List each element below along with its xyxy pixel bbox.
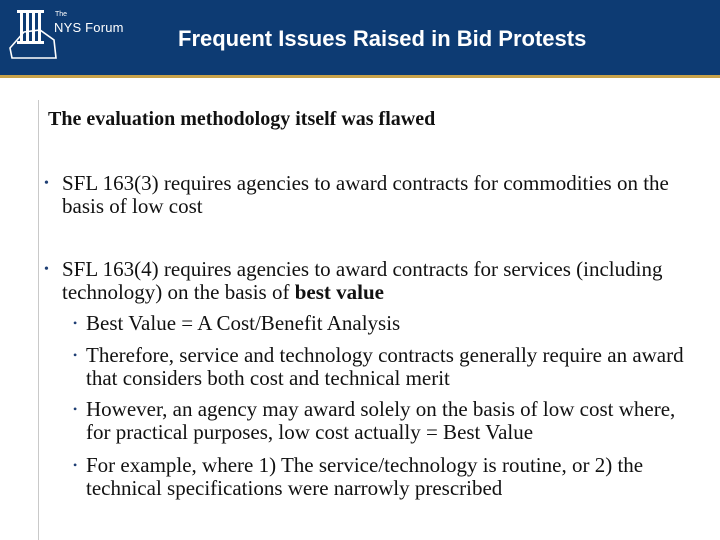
bullet-dot-icon: • — [73, 316, 78, 330]
bullet-item — [44, 171, 702, 218]
content-heading: The evaluation methodology itself was flawed — [48, 108, 436, 130]
bullet-dot-icon: • — [44, 262, 49, 277]
subbullet-item — [73, 311, 696, 335]
bullet-dot-icon: • — [44, 176, 49, 191]
slide-title: Frequent Issues Raised in Bid Protests — [178, 26, 587, 51]
bullet-dot-icon: • — [73, 402, 78, 416]
bullet-dot-icon: • — [73, 458, 78, 472]
subbullet-item — [73, 397, 696, 444]
bullet-text: SFL 163(4) requires agencies to award contracts for services (including technology) on the basis of — [62, 257, 663, 304]
subbullet-item — [73, 343, 696, 390]
subbullet-text: Therefore, service and technology contracts generally require an award that considers both cost and technical merit — [86, 343, 684, 390]
bullet-bold-text: best value — [294, 280, 384, 304]
bullet-item — [44, 257, 702, 304]
slide-header — [0, 0, 720, 78]
subbullet-text: Best Value = A Cost/Benefit Analysis — [86, 311, 401, 335]
nys-forum-logo-icon — [6, 10, 126, 66]
subbullet-text: For example, where 1) The service/technology is routine, or 2) the technical specifications were narrowly prescribed — [86, 453, 644, 500]
slide-content — [0, 78, 720, 540]
bullet-text: SFL 163(3) requires agencies to award contracts for commodities on the basis of low cost — [62, 171, 669, 218]
left-divider — [38, 100, 39, 540]
subbullet-item — [73, 453, 696, 500]
bullet-dot-icon: • — [73, 348, 78, 362]
subbullet-text: However, an agency may award solely on the basis of low cost where, for practical purposes, low cost actually = Best Value — [86, 397, 676, 444]
logo-text: NYS Forum — [54, 20, 124, 35]
logo-small-text: The — [55, 11, 68, 18]
